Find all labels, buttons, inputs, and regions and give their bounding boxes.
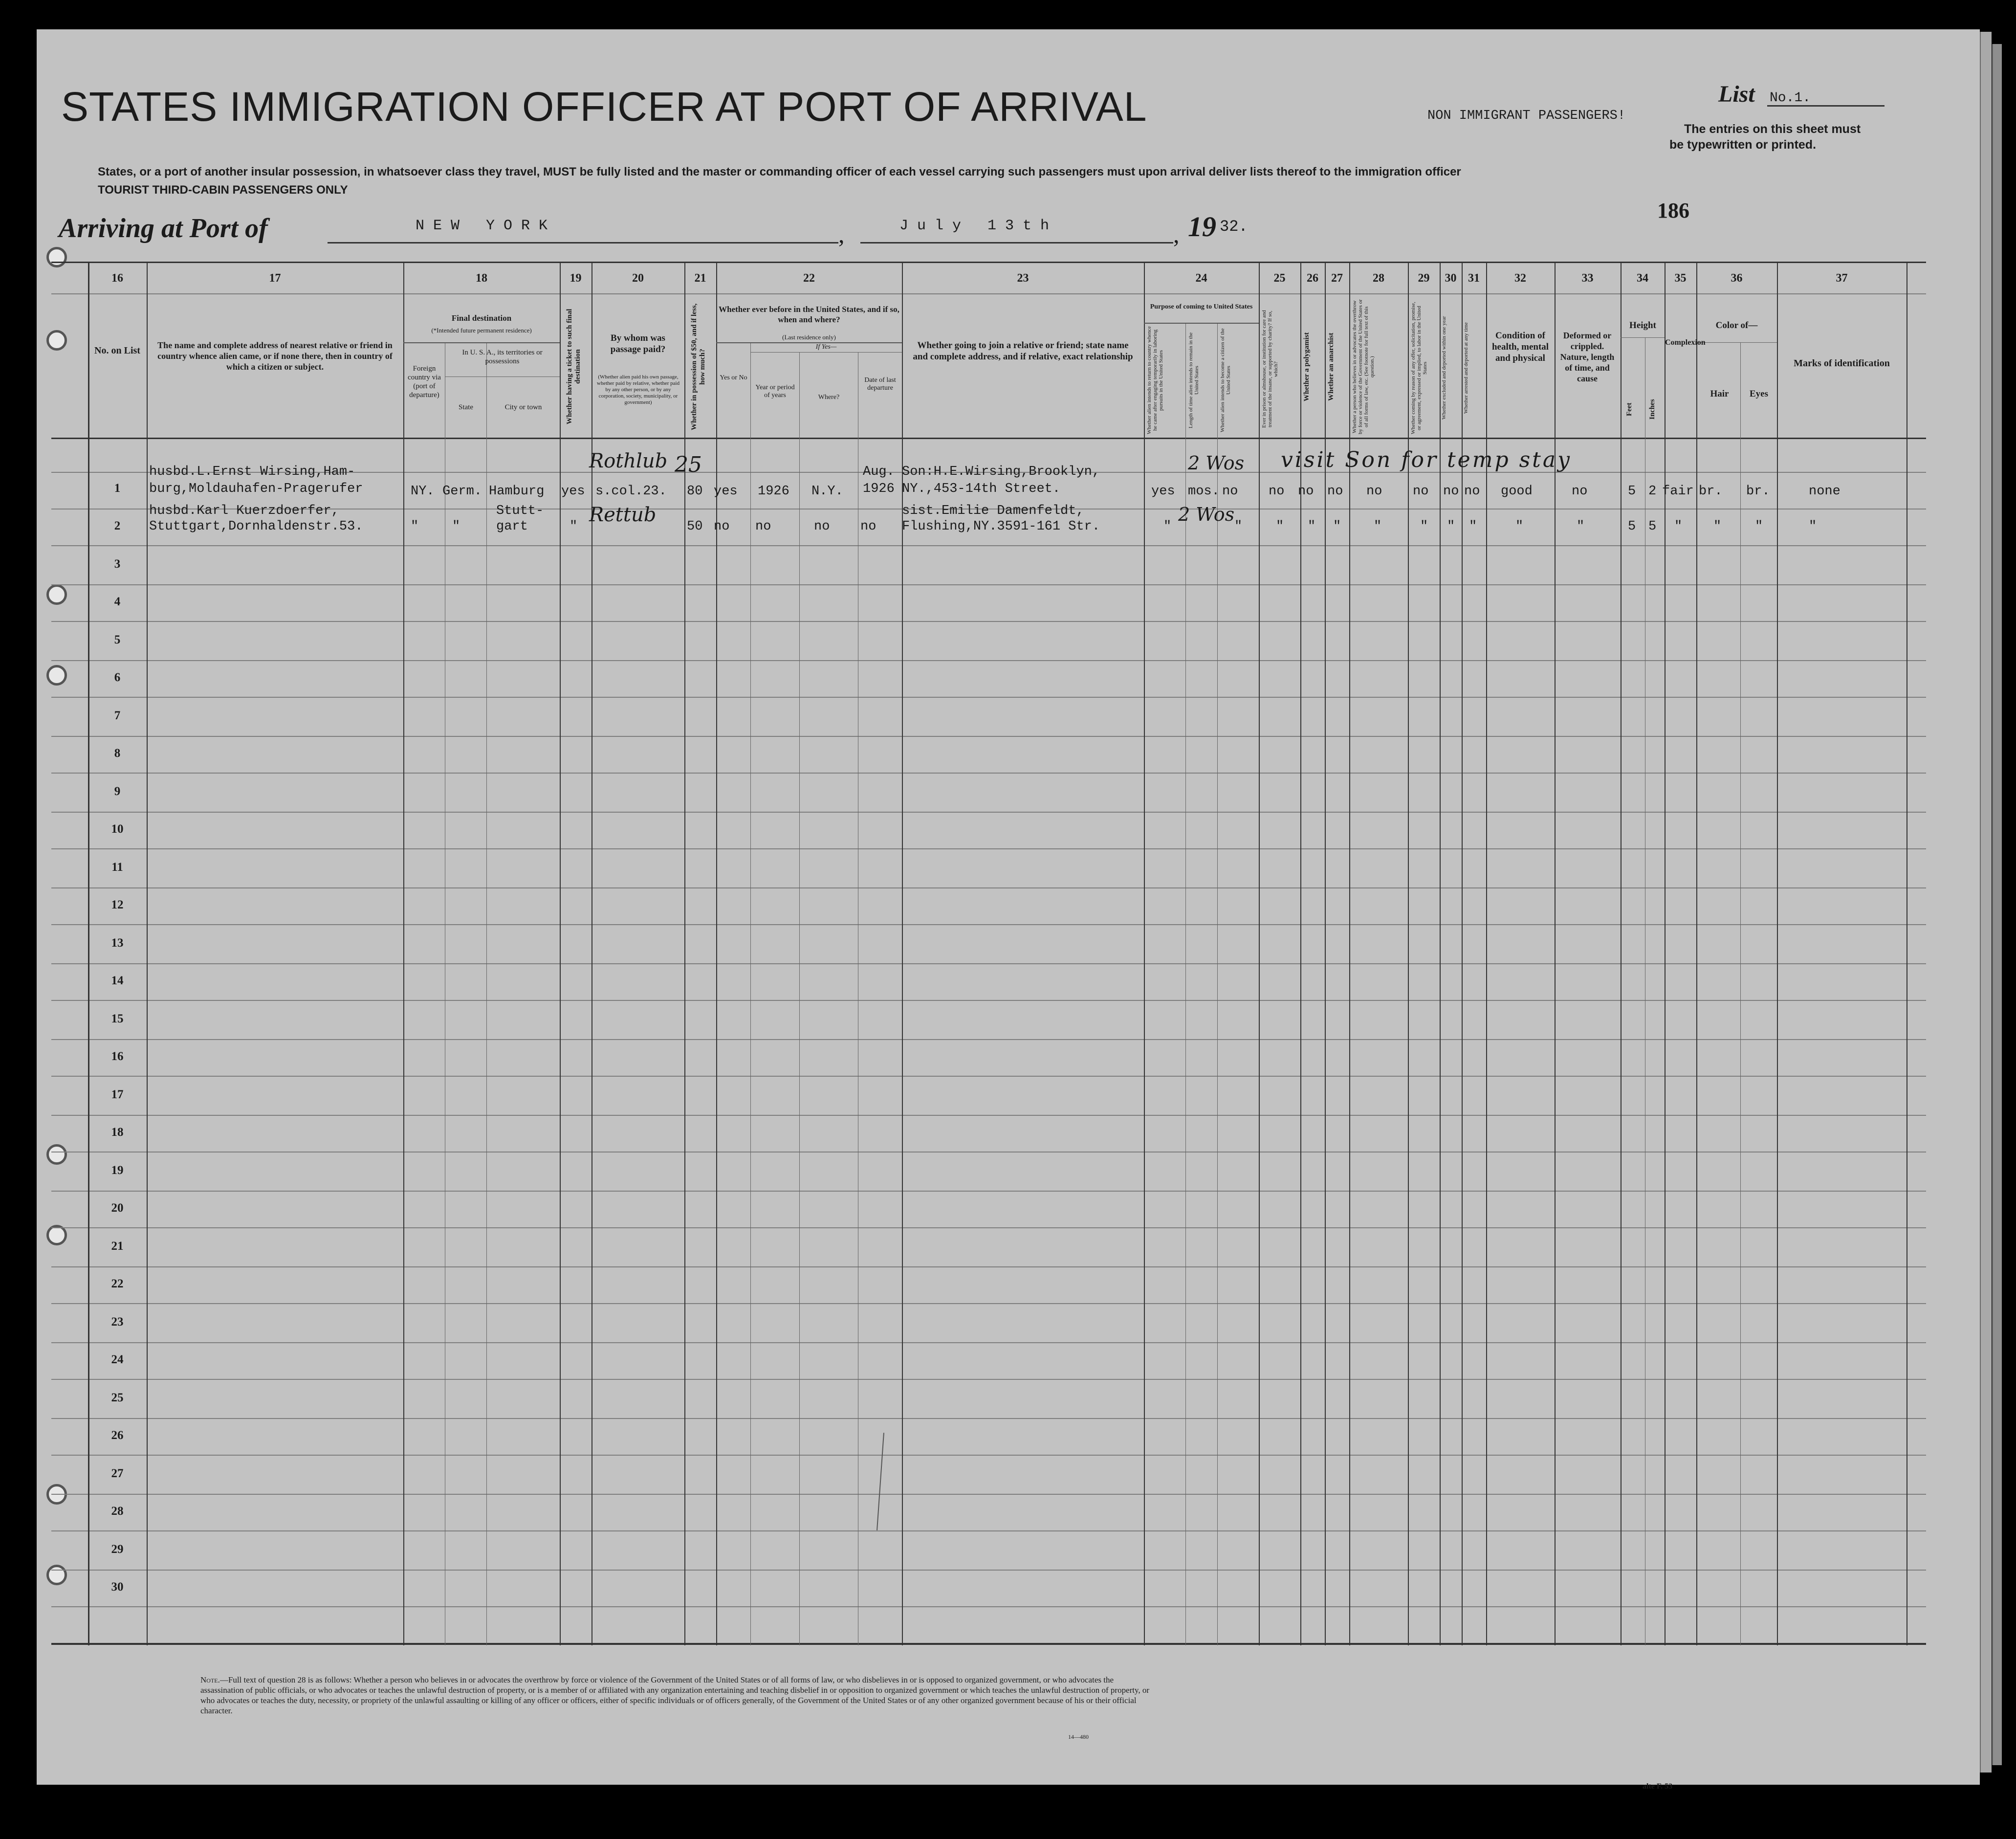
row1-inches: 2: [1648, 484, 1657, 499]
header-marks: Marks of identification: [1794, 358, 1890, 369]
column-line: [1696, 262, 1697, 1645]
row2-foreign-country: ": [411, 519, 419, 534]
column-number: 36: [1731, 272, 1743, 285]
row1-handwritten-annotation: visit Son for temp stay: [1281, 447, 1572, 472]
header-polygamist: Whether a polygamist: [1303, 332, 1311, 401]
column-number: 17: [269, 272, 281, 285]
row-number: 23: [111, 1315, 124, 1329]
column-line: [486, 342, 487, 1645]
header-anarchist: Whether an anarchist: [1327, 332, 1335, 401]
column-line: [1740, 342, 1741, 1645]
row1-excluded: no: [1443, 484, 1459, 499]
form-title: STATES IMMIGRATION OFFICER AT PORT OF ARRIVAL: [61, 84, 1147, 130]
row2-prison: ": [1276, 519, 1284, 534]
row2-joining-name: sist.Emilie Damenfeldt,: [902, 504, 1084, 518]
subheader-line: [403, 342, 560, 343]
column-line: [88, 262, 89, 1645]
row1-feet: 5: [1628, 484, 1636, 499]
binder-hole: [46, 247, 67, 267]
header-year: Year or period of years: [755, 384, 795, 399]
row1-marks: none: [1809, 484, 1841, 499]
row1-passage-paid: s.col.23.: [595, 484, 667, 499]
row2-joining-address: Flushing,NY.3591-161 Str.: [902, 519, 1100, 534]
row1-contract-labor: no: [1413, 484, 1429, 499]
row1-complexion: fair: [1662, 484, 1694, 499]
row-number: 28: [111, 1505, 124, 1518]
row2-polygamist: ": [1308, 519, 1316, 534]
row2-hair: ": [1713, 519, 1722, 534]
row2-marks: ": [1809, 519, 1817, 534]
row1-departure-year: 1926: [863, 482, 895, 496]
row1-joining-name: Son:H.E.Wirsing,Brooklyn,: [902, 465, 1100, 479]
header-contract-labor: Whether coming by reason of any offer, solicitation, promise, or agreement, expressed or implied, to labor in the United States: [1410, 302, 1428, 434]
row-number: 10: [111, 822, 124, 836]
row1-overthrow: no: [1366, 484, 1382, 499]
header-date-departure: Date of last departure: [864, 377, 896, 392]
port-value: N E W Y O R K: [416, 218, 548, 234]
column-number: 16: [111, 272, 123, 285]
row-number: 4: [114, 595, 121, 608]
row1-relative-name: husbd.L.Ernst Wirsing,Ham-: [149, 465, 355, 479]
arriving-label: Arriving at Port of: [59, 213, 268, 244]
row-number: 29: [111, 1543, 124, 1556]
row2-where: no: [814, 519, 830, 534]
comma: ,: [1173, 221, 1180, 248]
row1-city: Hamburg: [489, 484, 545, 499]
header-excluded: Whether excluded and deported within one year: [1441, 316, 1447, 420]
row-number: 11: [111, 861, 123, 874]
row1-polygamist: no: [1298, 484, 1314, 499]
row-number: 26: [111, 1429, 124, 1442]
column-line: [147, 262, 148, 1645]
column-line: [560, 262, 561, 1645]
header-foreign-country: Foreign country via (port of departure): [408, 365, 441, 399]
row-number: 8: [114, 747, 121, 760]
row2-overthrow: ": [1374, 519, 1382, 534]
colnum-divider: [51, 293, 1926, 294]
header-passage-paid: By whom was passage paid?: [610, 333, 666, 355]
row1-citizen-intent: no: [1222, 484, 1238, 499]
header-going-to-join: Whether going to join a relative or friend; state name and complete address, and if relative, exact relationship: [913, 340, 1133, 362]
page-stamp-number: 186: [1657, 199, 1689, 222]
row2-passage-handwritten: Rettub: [589, 504, 657, 526]
row2-eyes: ": [1755, 519, 1763, 534]
column-line: [1621, 262, 1622, 1645]
subheader-line: [750, 352, 902, 353]
row1-money: 80: [687, 484, 703, 499]
row2-relative-name: husbd.Karl Kuerzdoerfer,: [149, 504, 339, 518]
header-final-destination: Final destination: [451, 313, 512, 323]
header-return-intent: Whether alien intends to return to country whence he came after engaging temporarily in laboring pursuits in the United States: [1146, 326, 1164, 434]
port-underline: [328, 242, 838, 244]
header-height: Height: [1629, 320, 1656, 331]
row1-deported: no: [1464, 484, 1480, 499]
row1-departure-month: Aug.: [863, 465, 895, 479]
row2-complexion: ": [1674, 519, 1683, 534]
entries-note: be typewritten or printed.: [1669, 138, 1817, 152]
row2-citizen-intent: ": [1234, 519, 1243, 534]
binder-hole: [46, 665, 67, 686]
column-number: 30: [1445, 272, 1457, 285]
row1-money-handwritten: 25: [675, 452, 702, 477]
row-number: 27: [111, 1467, 124, 1480]
year-suffix: 32.: [1220, 218, 1248, 236]
row1-eyes: br.: [1746, 484, 1770, 499]
subheader-line: [1144, 323, 1259, 324]
column-number: 22: [803, 272, 815, 285]
row2-excluded: ": [1447, 519, 1455, 534]
header-complexion: Complexion: [1665, 338, 1706, 347]
row-number: 6: [114, 671, 121, 684]
date-underline: [860, 242, 1173, 244]
row-number: 20: [111, 1201, 124, 1215]
binder-hole: [46, 330, 67, 351]
header-deformed: Deformed or crippled. Nature, length of time, and cause: [1560, 331, 1615, 383]
column-line: [799, 352, 800, 1645]
row1-return-intent: yes: [1151, 484, 1175, 499]
row1-health: good: [1501, 484, 1533, 499]
header-nearest-relative: The name and complete address of nearest relative or friend in country whence alien came, or if none there, then in country of which a citizen or subject.: [157, 340, 393, 372]
column-line: [1259, 262, 1260, 1645]
header-no-on-list: No. on List: [94, 345, 140, 356]
row-number: 21: [111, 1240, 124, 1253]
list-label: List: [1718, 81, 1755, 107]
column-number: 20: [632, 272, 644, 285]
header-yes-or-no: Yes or No: [720, 374, 747, 381]
header-length-of-stay: Length of time alien intends to remain in the United States: [1188, 332, 1200, 428]
column-line: [1777, 262, 1778, 1645]
date-value: J u l y 1 3 t h: [899, 218, 1050, 234]
stacked-sheet-edge: [1980, 32, 1992, 1773]
column-line: [1906, 262, 1907, 1645]
row-number: 17: [111, 1088, 124, 1101]
row1-relative-address: burg,Moldauhafen-Pragerufer: [149, 482, 363, 496]
column-line: [750, 342, 751, 1645]
row-number: 2: [114, 519, 121, 532]
row2-city: Stutt-: [496, 504, 544, 518]
row2-return-intent: ": [1163, 519, 1172, 534]
row2-ticket: ": [570, 519, 578, 534]
list-number: No.1.: [1770, 90, 1811, 106]
header-color-of: Color of—: [1715, 320, 1758, 331]
header-eyes: Eyes: [1750, 389, 1768, 399]
footnote-text: —Full text of question 28 is as follows: Whether a person who believes in or advocates the overthrow by force or violence of the Government of the United States or of all forms of law, or who disbelieves in or is opposed to organized government, or who advocates the assassination of public officials, or who advocates or teaches the unlawful destruction of property, or is a member of or affiliated with any organization entertaining and teaching disbelief in or opposition to organized government or which teaches the unlawful destruction of property, or who advocates or teaches the duty, necessity, or propriety of the unlawful assaulting or killing of any officer or officers, either of specific individuals or of officers generally, of the Government of the United States or of any other organized government because of his or their official character.: [200, 1675, 1150, 1715]
header-passage-note: (Whether alien paid his own passage, whether paid by relative, whether paid by any other person, or by any corporation, society, municipality, or government): [596, 374, 680, 405]
row1-anarchist: no: [1327, 484, 1343, 499]
row1-where: N.Y.: [811, 484, 843, 499]
column-number: 24: [1195, 272, 1207, 285]
row1-deformed: no: [1572, 484, 1588, 499]
footnote: [200, 1675, 1154, 1716]
stacked-sheet-edge: [1992, 44, 2002, 1765]
column-line: [403, 262, 404, 1645]
column-number: 37: [1836, 272, 1848, 285]
margin-code: alte F. 53: [1643, 1782, 1673, 1791]
column-number: 18: [476, 272, 487, 285]
header-if-yes: If Yes—: [815, 343, 837, 351]
row-number: 13: [111, 936, 124, 950]
non-immigrant-label: NON IMMIGRANT PASSENGERS!: [1427, 109, 1626, 123]
header-citizen-intent: Whether alien intends to become a citizen of the United States: [1220, 328, 1231, 432]
row2-year: no: [755, 519, 771, 534]
row-number: 15: [111, 1012, 124, 1025]
column-number: 32: [1514, 272, 1526, 285]
row-number: 25: [111, 1391, 124, 1404]
row-number: 1: [114, 482, 121, 495]
column-line: [716, 262, 717, 1645]
row-number: 19: [111, 1164, 124, 1177]
column-number: 33: [1581, 272, 1594, 285]
manifest-sheet: [37, 29, 1980, 1785]
subheader-line: [1621, 337, 1665, 338]
row1-year: 1926: [758, 484, 789, 499]
row-number: 7: [114, 709, 121, 722]
row2-inches: 5: [1648, 519, 1657, 534]
header-feet: Feet: [1625, 402, 1633, 417]
row2-city: gart: [496, 519, 528, 534]
row-number: 9: [114, 785, 121, 798]
column-number: 28: [1373, 272, 1384, 285]
row-number: 30: [111, 1580, 124, 1594]
row2-state: ": [452, 519, 460, 534]
row-number: 5: [114, 633, 121, 646]
row1-state: Germ.: [442, 484, 482, 499]
header-final-destination-note: (*Intended future permanent residence): [431, 327, 532, 334]
header-fifty-dollars: Whether in possession of $50, and if less, how much?: [690, 303, 706, 430]
header-health: Condition of health, mental and physical: [1491, 331, 1549, 363]
column-number: 23: [1017, 272, 1029, 285]
row1-hair: br.: [1699, 484, 1723, 499]
row2-stay-handwritten: 2 Wos: [1178, 504, 1235, 525]
footnote-label: Note.: [200, 1675, 220, 1684]
form-code: 14—480: [1068, 1733, 1089, 1740]
row2-departure-date: no: [860, 519, 877, 534]
header-state: State: [459, 403, 473, 411]
row2-deformed: ": [1577, 519, 1585, 534]
binder-hole: [46, 1144, 67, 1165]
table-top-border: [51, 262, 1926, 263]
column-number: 35: [1674, 272, 1687, 285]
column-number: 34: [1637, 272, 1648, 285]
form-subtitle: States, or a port of another insular possession, in whatsoever class they travel, MUST be fully listed and the master or commanding officer of each vessel carrying such passengers must upon arrival deliver lists thereof to the immigration officer: [98, 165, 1461, 178]
column-number: 25: [1273, 272, 1286, 285]
header-inches: Inches: [1648, 399, 1656, 420]
column-number: 19: [570, 272, 582, 285]
row2-health: ": [1515, 519, 1524, 534]
header-ticket: Whether having a ticket to such final destination: [566, 309, 582, 425]
row-number: 12: [111, 898, 124, 911]
binder-hole: [46, 1565, 67, 1585]
header-in-usa: In U. S. A., its territories or possessions: [462, 349, 543, 365]
row-number: 22: [111, 1277, 124, 1290]
row-number: 18: [111, 1126, 124, 1139]
row1-ticket: yes: [561, 484, 585, 499]
header-purpose: Purpose of coming to United States: [1150, 303, 1253, 310]
row-number: 24: [111, 1353, 124, 1366]
subheader-line: [1696, 342, 1777, 343]
row1-prison: no: [1269, 484, 1285, 499]
tourist-class-label: TOURIST THIRD-CABIN PASSENGERS ONLY: [98, 183, 348, 197]
header-deported: Whether arrested and deported at any time: [1463, 322, 1469, 414]
comma: ,: [838, 221, 845, 248]
list-underline: [1767, 105, 1885, 107]
header-overthrow: Whether a person who believes in or advocates the overthrow by force or violence of the Government of the United States or of all forms of law, etc. (See footnote for full text of this question.): [1352, 299, 1375, 434]
row-number: 16: [111, 1050, 124, 1063]
row2-contract-labor: ": [1420, 519, 1428, 534]
header-prison: Ever in prison or almshouse, or institution for care and treatment of the insane, or supported by charity? If so, which?: [1261, 310, 1279, 428]
binder-hole: [46, 584, 67, 605]
row-number: 3: [114, 557, 121, 571]
row-number: 14: [111, 974, 124, 987]
header-ever-before-in-us: Whether ever before in the United States, and if so, when and where?: [719, 305, 899, 324]
column-number: 26: [1307, 272, 1318, 285]
column-number: 31: [1468, 272, 1480, 285]
row1-ever-in-us: yes: [714, 484, 738, 499]
header-city: City or town: [504, 403, 542, 411]
row2-anarchist: ": [1333, 519, 1341, 534]
column-number: 29: [1418, 272, 1430, 285]
row1-stay-handwritten: 2 Wos: [1188, 452, 1245, 474]
year-prefix: 19: [1188, 211, 1216, 243]
row2-deported: ": [1469, 519, 1477, 534]
row2-money: 50: [687, 519, 703, 534]
header-hair: Hair: [1710, 389, 1729, 399]
column-line: [1144, 262, 1145, 1645]
row2-feet: 5: [1628, 519, 1636, 534]
column-number: 21: [694, 272, 706, 285]
row2-relative-address: Stuttgart,Dornhaldenstr.53.: [149, 519, 363, 534]
row1-passage-handwritten: Rothlub: [589, 450, 668, 472]
row2-ever-in-us: no: [714, 519, 730, 534]
row1-joining-address: NY.,453-14th Street.: [902, 482, 1061, 496]
row1-stay-length: mos.: [1188, 484, 1220, 499]
column-number: 27: [1331, 272, 1343, 285]
header-where: Where?: [818, 394, 840, 401]
row1-foreign-country: NY.: [411, 484, 435, 499]
entries-note: The entries on this sheet must: [1684, 122, 1861, 136]
header-ever-before-note: (Last residence only): [782, 333, 836, 341]
